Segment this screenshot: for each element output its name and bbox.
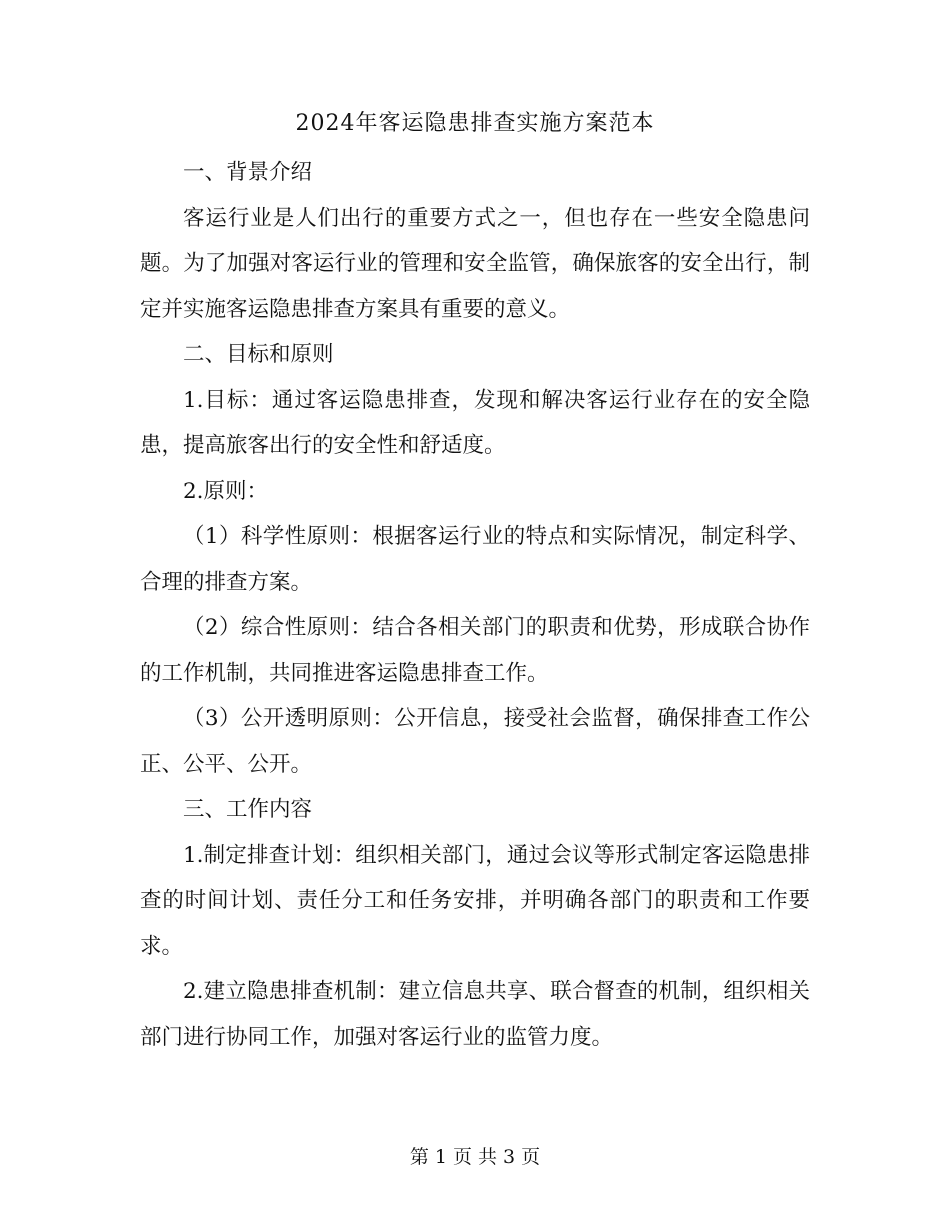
page-footer: 第 1 页 共 3 页 — [409, 1146, 541, 1168]
section-heading-work-content: 三、工作内容 — [183, 797, 313, 822]
paragraph-principle-comprehensive: （2）综合性原则：结合各相关部门的职责和优势，形成联合协作的工作机制，共同推进客运隐患排查工作。 — [140, 615, 810, 686]
document-title: 2024年客运隐患排查实施方案范本 — [295, 111, 655, 136]
paragraph-principle-transparent: （3）公开透明原则：公开信息，接受社会监督，确保排查工作公正、公平、公开。 — [140, 706, 810, 777]
section-heading-goals: 二、目标和原则 — [183, 342, 334, 367]
paragraph-background: 客运行业是人们出行的重要方式之一，但也存在一些安全隐患问题。为了加强对客运行业的管理和安全监管，确保旅客的安全出行，制定并实施客运隐患排查方案具有重要的意义。 — [140, 205, 810, 322]
paragraph-principle-scientific: （1）科学性原则：根据客运行业的特点和实际情况，制定科学、合理的排查方案。 — [140, 524, 810, 595]
section-heading-background: 一、背景介绍 — [183, 160, 313, 185]
document-body — [140, 150, 810, 1060]
paragraph-goal: 1.目标：通过客运隐患排查，发现和解决客运行业存在的安全隐患，提高旅客出行的安全性和舒适度。 — [140, 387, 810, 458]
paragraph-principles: 2.原则： — [183, 478, 269, 504]
paragraph-work-plan: 1.制定排查计划：组织相关部门，通过会议等形式制定客运隐患排查的时间计划、责任分工和任务安排，并明确各部门的职责和工作要求。 — [140, 842, 810, 959]
paragraph-work-mechanism: 2.建立隐患排查机制：建立信息共享、联合督查的机制，组织相关部门进行协同工作，加强对客运行业的监管力度。 — [140, 979, 810, 1050]
